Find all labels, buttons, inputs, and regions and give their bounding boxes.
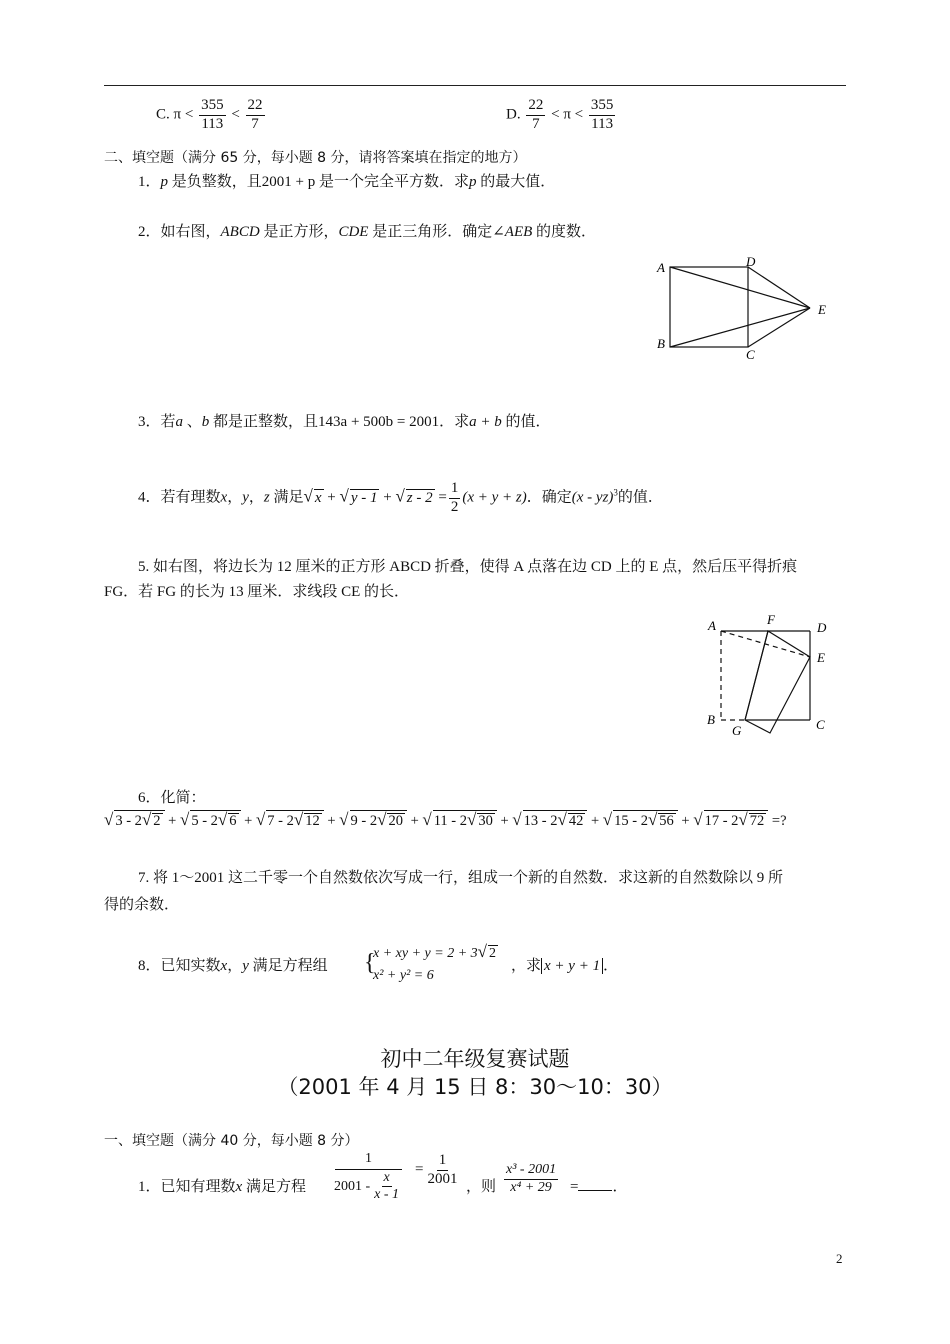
p1-complex-fraction xyxy=(330,1152,407,1203)
q8-eq2: x² + y² = 6 xyxy=(373,968,434,983)
q6-plus: + xyxy=(410,813,419,829)
question-2 xyxy=(138,220,596,241)
q4-comma2: ， xyxy=(248,489,264,506)
p1-eq: = xyxy=(415,1161,424,1178)
q8-abs: x + y + 1 xyxy=(541,958,603,974)
question-3 xyxy=(138,410,551,431)
question-8 xyxy=(138,954,328,975)
option-d-lt2: < xyxy=(574,106,584,123)
question-6-expression: √ 3 - 2√ 2 + √ 5 - 2√ 6 + √ 7 - 2√ 12 + √ 9 - 2√ 20 + √ 11 - 2√ 30 + √ 13 - 2√ 42 + √ 15 - 2√ 56 + √ 17 - 2√ 72 =? xyxy=(104,810,787,829)
label-g: G xyxy=(732,723,742,737)
option-d-label: D. xyxy=(506,106,521,123)
frac-num: 1 xyxy=(449,481,461,499)
q3-sum: a + b xyxy=(469,414,502,430)
frac-den: 2 xyxy=(450,498,459,515)
exam-title: 初中二年级复赛试题 xyxy=(380,1047,570,1071)
option-c-pi: π xyxy=(173,106,182,123)
q8-var-x: x xyxy=(220,958,228,974)
option-d-frac2 xyxy=(589,98,616,133)
p1-eq2: = xyxy=(570,1179,579,1195)
q4-text1: 满足 xyxy=(269,489,304,506)
frac-num: 1 xyxy=(437,1153,449,1171)
q6-term: 11 - 2 xyxy=(433,813,468,829)
q1-text3: 的最大值． xyxy=(476,174,556,190)
q4-var-y: y xyxy=(242,489,249,506)
q4-comma1: ， xyxy=(227,489,243,506)
q4-paren: (x + y + z) xyxy=(462,489,527,506)
q4-plus2: + xyxy=(383,489,392,506)
frac-den: x - 1 xyxy=(374,1187,400,1203)
q3-text3: 的值． xyxy=(501,414,551,430)
q6-inner-rad: 12 xyxy=(305,813,320,829)
q6-term: 13 - 2 xyxy=(523,813,558,829)
frac-num: 1 xyxy=(335,1152,402,1170)
q1-text2: 是一个完全平方数．求 xyxy=(315,174,470,190)
frac-den xyxy=(332,1170,405,1203)
q8-var-y: y xyxy=(242,958,249,974)
q1-expr: 2001 + p xyxy=(261,174,316,190)
exam-date: （2001 年 4 月 15 日 8：30～10：30） xyxy=(277,1075,673,1099)
question-5-line1: 5. 如右图，将边长为 12 厘米的正方形 ABCD 折叠，使得 A 点落在边 CD 上的 E 点，然后压平得折痕 xyxy=(138,559,798,575)
p1-target xyxy=(504,1163,558,1195)
q8-text2: ，求 xyxy=(511,958,542,974)
q4-text2: ．确定 xyxy=(526,489,572,506)
q6-plus: + xyxy=(168,813,177,829)
frac-num: 22 xyxy=(246,98,265,116)
q3-num: 3．若 xyxy=(138,414,176,430)
folded-flap xyxy=(745,631,810,733)
q2-abcd: ABCD xyxy=(220,224,260,240)
p1-den-a: 2001 - xyxy=(334,1178,371,1194)
q6-term: 5 - 2 xyxy=(191,813,218,829)
p1-end: ． xyxy=(612,1179,628,1195)
segment-ae xyxy=(670,267,810,308)
label-c: C xyxy=(816,717,825,732)
q6-term: 9 - 2 xyxy=(350,813,378,829)
q8-text1: 满足方程组 xyxy=(248,958,328,974)
segment-be xyxy=(670,308,810,347)
q8-brace: { xyxy=(364,950,376,976)
option-c xyxy=(156,98,267,133)
option-d-frac1 xyxy=(526,98,545,133)
p1-var-x: x xyxy=(235,1179,243,1195)
square-triangle-figure xyxy=(650,255,835,365)
frac-den: x⁴ + 29 xyxy=(510,1179,552,1195)
q4-sqrt-x: x xyxy=(314,489,322,506)
q4-sqrt-z: z - 2 xyxy=(406,489,433,506)
frac-den: 7 xyxy=(251,115,259,132)
q4-var-z: z xyxy=(263,489,270,506)
label-b: B xyxy=(707,712,715,727)
option-c-lt1: < xyxy=(184,106,194,123)
q1-text1: 是负整数，且 xyxy=(168,174,262,190)
p1-rhs-frac xyxy=(425,1153,459,1188)
p1-then: ，则 xyxy=(466,1179,497,1195)
q3-equation: 143a + 500b = 2001 xyxy=(318,414,440,430)
label-f: F xyxy=(767,612,775,627)
q6-term: 7 - 2 xyxy=(267,813,294,829)
label-d: D xyxy=(817,620,827,635)
q3-text1: 都是正整数，且 xyxy=(209,414,319,430)
question-7-line1: 7. 将 1～2001 这二千零一个自然数依次写成一行，组成一个新的自然数．求这新的自然数除以 9 所 xyxy=(138,870,784,886)
question-5-line2: FG．若 FG 的长为 13 厘米．求线段 CE 的长． xyxy=(104,584,410,600)
q6-term: 3 - 2 xyxy=(115,813,142,829)
q6-plus: + xyxy=(327,813,336,829)
q2-angle: ∠AEB xyxy=(492,224,533,240)
q6-plus: + xyxy=(681,813,690,829)
q4-text3: 的值． xyxy=(617,489,663,506)
q8-eq1-text: x + xy + y = 2 + 3 xyxy=(373,946,478,961)
q4-half xyxy=(449,481,461,516)
q4-sqrt-y: y - 1 xyxy=(350,489,378,506)
option-c-frac1 xyxy=(199,98,226,133)
label-b: B xyxy=(657,336,665,351)
frac-den: 113 xyxy=(201,115,224,132)
segment-ce xyxy=(748,308,810,347)
q8-text3: ． xyxy=(603,958,619,974)
section2-heading: 二、填空题（满分 65 分，每小题 8 分，请将答案填在指定的地方） xyxy=(104,150,527,166)
frac-den: 7 xyxy=(532,115,540,132)
q6-inner-rad: 42 xyxy=(568,813,584,829)
q2-num: 2．如右图， xyxy=(138,224,221,240)
q3-var-b: b xyxy=(201,414,210,430)
q6-inner-rad: 20 xyxy=(388,813,403,829)
q8-eq1-rad: 2 xyxy=(489,946,496,961)
q6-plus: + xyxy=(500,813,509,829)
q2-cde: CDE xyxy=(338,224,369,240)
section1-heading: 一、填空题（满分 40 分，每小题 8 分） xyxy=(104,1133,359,1149)
q6-plus: + xyxy=(590,813,600,829)
question-7-line2: 得的余数． xyxy=(104,897,180,913)
label-e: E xyxy=(817,650,825,665)
p1-target-frac xyxy=(502,1163,560,1195)
label-e: E xyxy=(818,302,826,317)
frac-num: x xyxy=(382,1171,392,1188)
label-c: C xyxy=(746,347,755,362)
frac-num: 22 xyxy=(526,98,545,116)
frac-den: 113 xyxy=(591,115,614,132)
q4-exponent: 3 xyxy=(613,487,618,498)
q1-var-p2: p xyxy=(469,174,477,190)
question-6-label: 6．化简： xyxy=(138,790,206,806)
part1-q1-text xyxy=(138,1175,306,1196)
q8-tail xyxy=(511,954,618,975)
option-d xyxy=(506,98,617,133)
p1-rhs xyxy=(415,1153,461,1188)
frac-num: 355 xyxy=(589,98,616,116)
q2-text1: 是正方形， xyxy=(259,224,339,240)
q6-inner-rad: 2 xyxy=(153,813,161,829)
question-1 xyxy=(138,170,555,191)
q1-num: 1． xyxy=(138,174,161,190)
folded-square-figure xyxy=(700,612,840,737)
segment-de xyxy=(748,267,810,308)
option-c-label: C. xyxy=(156,106,170,123)
q4-var-x: x xyxy=(220,489,228,506)
dashed-ae xyxy=(721,631,810,657)
q6-plus: + xyxy=(244,813,253,829)
p1-outer-frac xyxy=(332,1152,405,1203)
q4-num: 4．若有理数 xyxy=(138,489,221,506)
q3-sep: 、 xyxy=(183,414,202,430)
question-4: 4．若有理数x，y，z 满足√ x + √ y - 1 + √ z - 2 = $\frac{1}{2}$ (x + y + z)．确定(x - yz)$^3$的值． xyxy=(138,480,663,515)
q1-var-p: p xyxy=(160,174,169,190)
option-c-lt2: < xyxy=(231,106,240,123)
q8-eq1: x + xy + y = 2 + 3√ 2 xyxy=(373,942,496,961)
p1-text1: 满足方程 xyxy=(242,1179,306,1195)
frac-num: 355 xyxy=(199,98,226,116)
q6-end: =? xyxy=(771,813,787,829)
q8-comma: ， xyxy=(227,958,243,974)
label-a: A xyxy=(657,260,665,275)
q6-inner-rad: 6 xyxy=(229,813,237,829)
label-a: A xyxy=(708,618,716,633)
q6-inner-rad: 72 xyxy=(749,813,765,829)
option-c-frac2 xyxy=(246,98,265,133)
q6-inner-rad: 30 xyxy=(478,813,493,829)
frac-num: x³ - 2001 xyxy=(504,1163,558,1180)
q6-term: 15 - 2 xyxy=(614,813,648,829)
p1-answer xyxy=(570,1175,627,1196)
frac-den: 2001 xyxy=(427,1170,458,1187)
q4-eq: = xyxy=(438,489,447,506)
q8-num: 8．已知实数 xyxy=(138,958,221,974)
option-d-pi: π xyxy=(563,106,571,123)
header-rule xyxy=(104,85,846,86)
q6-term: 17 - 2 xyxy=(704,813,739,829)
q6-inner-rad: 56 xyxy=(659,813,674,829)
q3-text2: ．求 xyxy=(439,414,470,430)
label-d: D xyxy=(746,255,756,269)
q3-var-a: a xyxy=(175,414,184,430)
q2-text3: 的度数． xyxy=(532,224,597,240)
p1-inner-frac xyxy=(372,1171,401,1203)
q2-text2: 是正三角形．确定 xyxy=(368,224,493,240)
page-number: 2 xyxy=(836,1251,843,1266)
q4-expr: (x - yz) xyxy=(571,489,614,506)
option-d-lt1: < xyxy=(551,106,560,123)
answer-blank[interactable] xyxy=(578,1178,612,1191)
p1-num: 1．已知有理数 xyxy=(138,1179,236,1195)
q4-plus1: + xyxy=(327,489,336,506)
